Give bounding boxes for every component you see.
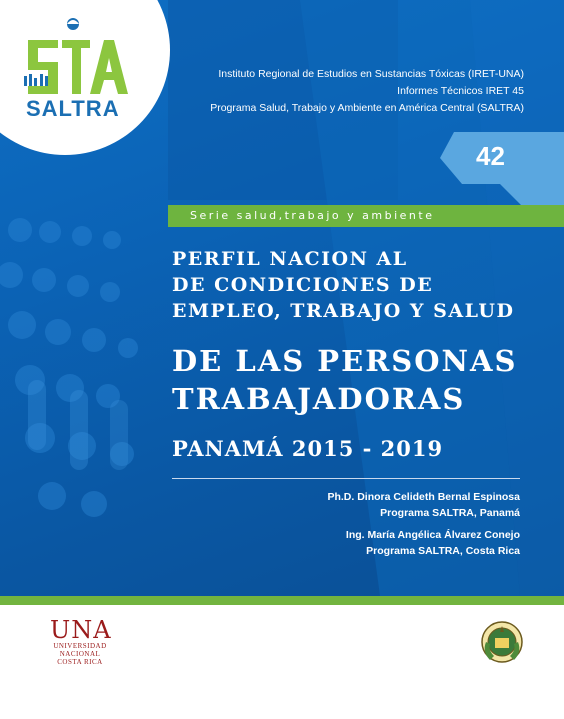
report-series-line: Informes Técnicos IRET 45: [397, 85, 524, 97]
author-name: Ing. María Angélica Álvarez Conejo: [345, 529, 520, 541]
authors-block: [327, 489, 520, 559]
divider: [172, 478, 520, 479]
una-logo-sub: COSTA RICA: [57, 658, 103, 666]
green-footer-stripe: [0, 596, 564, 605]
institution-line: Instituto Regional de Estudios en Sustancias Tóxicas (IRET-UNA): [218, 68, 524, 80]
una-logo-sub: NACIONAL: [59, 650, 101, 658]
title-line: TRABAJADORAS: [172, 382, 466, 416]
una-logo: [50, 618, 110, 666]
series-banner: Serie salud,trabajo y ambiente: [168, 205, 564, 227]
institution-block: [210, 66, 524, 117]
title-line: DE CONDICIONES DE: [172, 274, 434, 296]
una-logo-main: UNA: [50, 616, 112, 644]
author-name: Ph.D. Dinora Celideth Bernal Espinosa: [327, 491, 520, 503]
program-line: Programa Salud, Trabajo y Ambiente en América Central (SALTRA): [210, 102, 524, 114]
una-logo-sub: UNIVERSIDAD: [53, 642, 107, 650]
title-line: EMPLEO, TRABAJO Y SALUD: [172, 300, 515, 322]
issue-number: 42: [476, 141, 505, 171]
title-main: [172, 342, 517, 418]
title-country-years: PANAMÁ 2015 - 2019: [172, 436, 444, 461]
author-affiliation: Programa SALTRA, Costa Rica: [366, 545, 520, 557]
saltra-wordmark: SALTRA: [26, 96, 120, 121]
university-seal-icon: [480, 618, 524, 666]
author-affiliation: Programa SALTRA, Panamá: [380, 507, 520, 519]
title-line: PERFIL NACION AL: [172, 248, 408, 270]
title-upper: [172, 246, 514, 324]
title-line: DE LAS PERSONAS: [172, 344, 518, 378]
